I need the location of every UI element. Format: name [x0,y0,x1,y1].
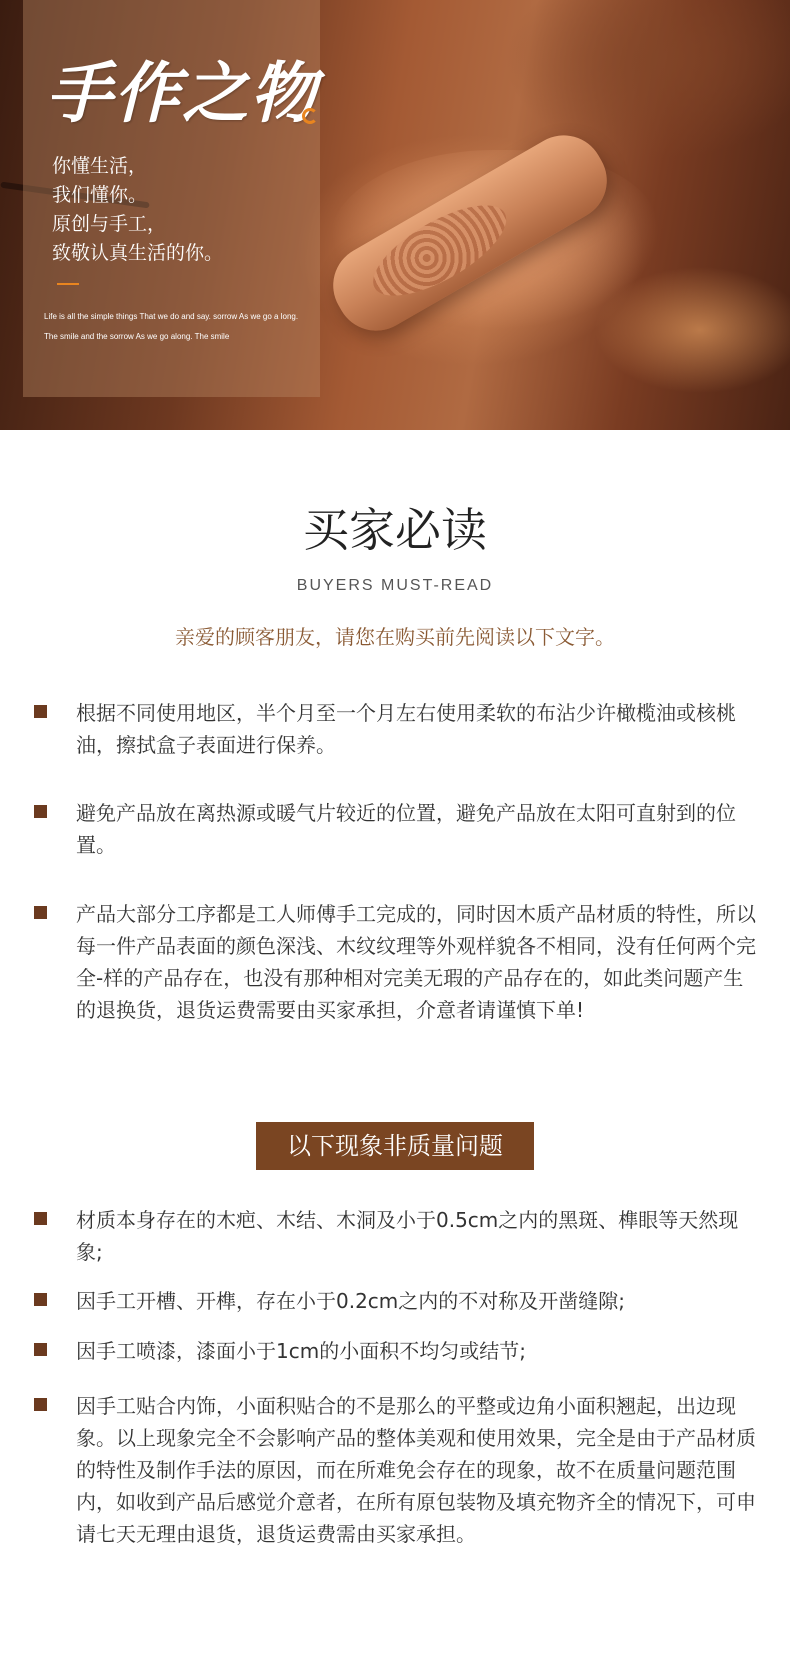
section-subtitle: BUYERS MUST-READ [296,577,494,594]
square-bullet-icon [34,1293,47,1306]
hero-slogan [52,152,223,268]
list-item-text: 材质本身存在的木疤、木结、木洞及小于0.5cm之内的黑斑、榫眼等天然现象; [76,1208,739,1264]
non-quality-issues-banner: 以下现象非质量问题 [256,1122,534,1170]
list-item-text: 产品大部分工序都是工人师傅手工完成的，同时因木质产品材质的特性，所以每一件产品表面的颜色深浅、木纹纹理等外观样貌各不相同，没有任何两个完全-样的产品存在，也没有那种相对完美无瑕的产品存在的，如此类问题产生的退换货，退货运费需要由买家承担，介意者请谨慎下单! [76,902,756,1022]
list-item-text: 根据不同使用地区，半个月至一个月左右使用柔软的布沾少许橄榄油或核桃油，擦拭盒子表面进行保养。 [76,701,736,757]
square-bullet-icon [34,1343,47,1356]
hero-slogan-line: 我们懂你。 [52,184,148,206]
section-title: 买家必读 [303,503,487,557]
hero-divider [57,283,79,285]
square-bullet-icon [34,805,47,818]
hero-slogan-line: 原创与手工， [52,213,167,235]
list-item-text: 因手工开槽、开榫，存在小于0.2cm之内的不对称及开凿缝隙; [76,1289,626,1313]
hero-english-text: Life is all the simple things That we do and say. sorrow As we go a long. The smile and the sorrow As we go along. The smile [44,312,299,341]
square-bullet-icon [34,906,47,919]
hero-banner [0,0,790,430]
list-item-text: 因手工喷漆，漆面小于1cm的小面积不均匀或结节; [76,1339,526,1363]
hero-title: 手作之物 [46,54,318,132]
notice-text: 亲爱的顾客朋友，请您在购买前先阅读以下文字。 [175,625,615,649]
square-bullet-icon [34,1212,47,1225]
list-item-text: 因手工贴合内饰，小面积贴合的不是那么的平整或边角小面积翘起，出边现象。以上现象完全不会影响产品的整体美观和使用效果，完全是由于产品材质的特性及制作手法的原因，而在所难免会存在的现象，故不在质量问题范围内，如收到产品后感觉介意者，在所有原包装物及填充物齐全的情况下，可申请七天无理由退货，退货运费需由买家承担。 [76,1394,756,1546]
hero-slogan-line: 致敬认真生活的你。 [52,242,224,264]
list-item-text: 避免产品放在离热源或暖气片较近的位置，避免产品放在太阳可直射到的位置。 [76,801,736,857]
swirl-icon [302,108,318,124]
square-bullet-icon [34,1398,47,1411]
hero-slogan-line: 你懂生活， [52,155,148,177]
square-bullet-icon [34,705,47,718]
